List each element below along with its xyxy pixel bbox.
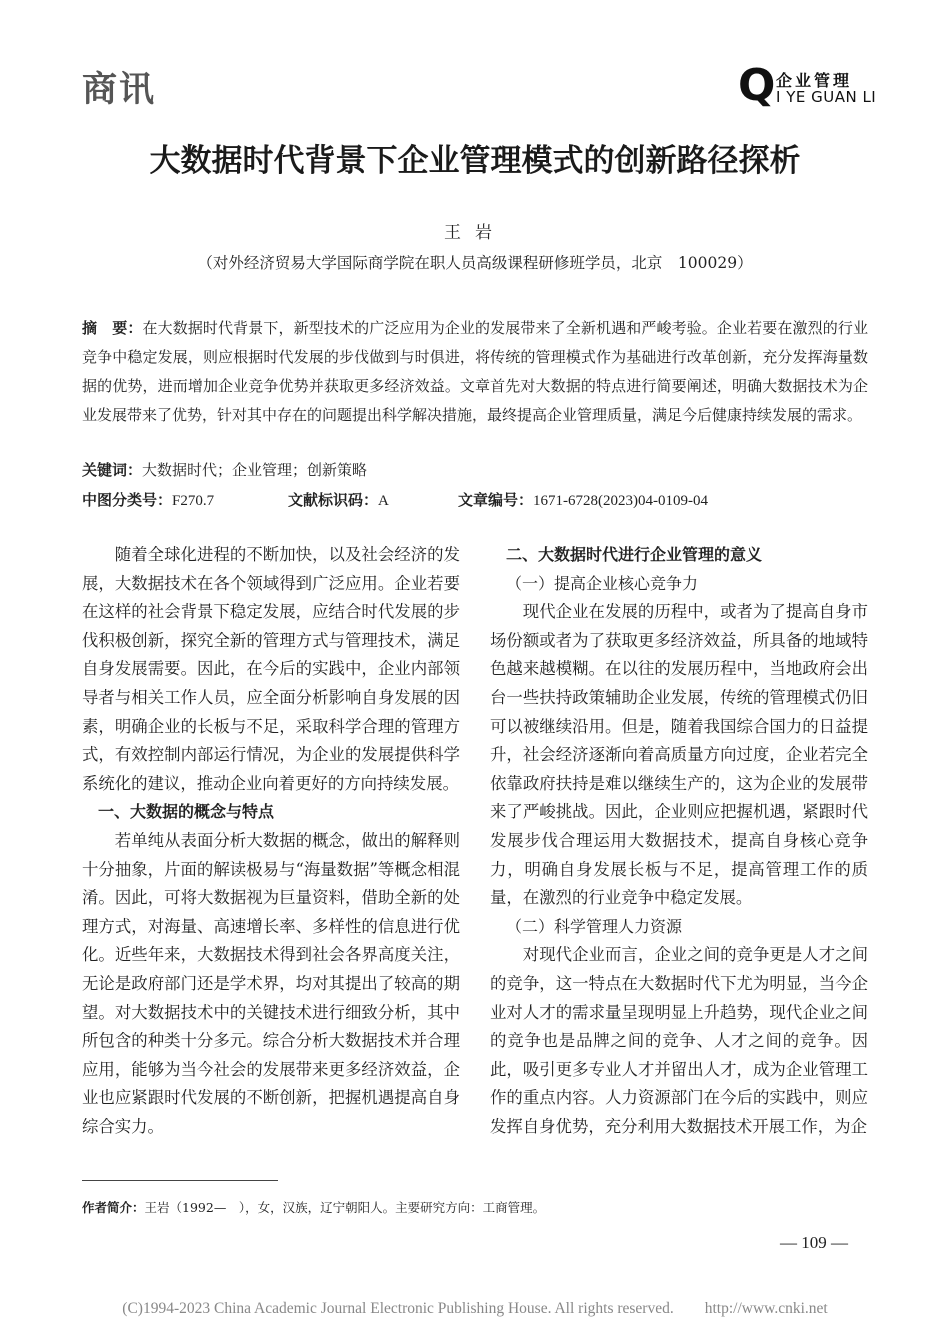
- clc-value: F270.7: [172, 493, 215, 509]
- article-number-value: 1671-6728(2023)04-0109-04: [533, 493, 708, 509]
- page-number: — 109 —: [780, 1233, 848, 1252]
- body-column-left: [82, 541, 460, 1141]
- document-code: [288, 490, 389, 511]
- body-paragraph: 对现代企业而言，企业之间的竞争更是人才之间的竞争，这一特点在大数据时代下尤为明显，当今企业对人才的需求量呈现明显上升趋势，现代企业之间的竞争也是品牌之间的竞争、人才之间的竞争。因此，吸引更多专业人才并留出人才，成为企业管理工作的重点内容。人力资源部门在今后的实践中，则应发挥自身优势，充分利用大数据技术开展工作，为企: [490, 945, 868, 1136]
- copyright-footer: (C)1994-2023 China Academic Journal Electronic Publishing House. All rights reserved. http://www.cnki.net: [122, 1300, 828, 1317]
- article-number: [458, 490, 708, 511]
- body-column-right: [490, 541, 868, 1141]
- clc-number: [82, 490, 214, 511]
- document-code-value: A: [378, 493, 389, 509]
- body-paragraph: 现代企业在发展的历程中，或者为了提高自身市场份额或者为了获取更多经济效益，所具备的地域特色越来越模糊。在以往的发展历程中，当地政府会出台一些扶持政策辅助企业发展，传统的管理模式仍旧可以被继续沿用。但是，随着我国综合国力的日益提升，社会经济逐渐向着高质量方向过度，企业若完全依靠政府扶持是难以继续生产的，这为企业的发展带来了严峻挑战。因此，企业则应把握机遇，紧跟时代发展步伐合理运用大数据技术，提高自身核心竞争力，明确自身发展长板与不足，提高管理工作的质量，在激烈的行业竞争中稳定发展。: [490, 602, 868, 908]
- clc-label: 中图分类号：: [82, 491, 173, 509]
- section-heading: 二、大数据时代进行企业管理的意义: [506, 545, 763, 564]
- author-name: 王岩: [444, 223, 506, 243]
- keywords-label: 关键词：: [82, 461, 143, 479]
- author-footnote: [82, 1198, 545, 1216]
- section-heading: 一、大数据的概念与特点: [98, 802, 275, 822]
- journal-logo-letter: Q: [738, 60, 776, 111]
- keywords: [82, 460, 868, 480]
- footnote-text: 王岩（1992— ），女，汉族，辽宁朝阳人。主要研究方向：工商管理。: [144, 1200, 546, 1215]
- journal-logo-pinyin: I YE GUAN LI: [776, 88, 877, 106]
- journal-logo-chinese: 企业管理: [776, 71, 853, 90]
- abstract: [82, 314, 868, 430]
- article-number-label: 文章编号：: [458, 491, 534, 509]
- abstract-label: 摘 要：: [82, 319, 143, 337]
- footnote-label: 作者简介：: [82, 1200, 145, 1215]
- column-tag: 商讯: [82, 70, 157, 110]
- body-paragraph: 随着全球化进程的不断加快，以及社会经济的发展，大数据技术在各个领域得到广泛应用。企业若要在这样的社会背景下稳定发展，应结合时代发展的步伐积极创新，探究全新的管理方式与管理技术，满足自身发展需要。因此，在今后的实践中，企业内部领导者与相关工作人员，应全面分析影响自身发展的因素，明确企业的长板与不足，采取科学合理的管理方式，有效控制内部运行情况，为企业的发展提供科学系统化的建议，推动企业向着更好的方向持续发展。: [82, 545, 460, 793]
- article-title: 大数据时代背景下企业管理模式的创新路径探析: [149, 143, 801, 179]
- document-code-label: 文献标识码：: [288, 491, 379, 509]
- subsection-heading: （二）科学管理人力资源: [506, 916, 683, 936]
- subsection-heading: （一）提高企业核心竞争力: [506, 573, 699, 593]
- footnote-divider: [82, 1180, 278, 1181]
- body-paragraph: 若单纯从表面分析大数据的概念，做出的解释则十分抽象，片面的解读极易与“海量数据”等概念相混淆。因此，可将大数据视为巨量资料，借助全新的处理方式，对海量、高速增长率、多样性的信息进行优化。近些年来，大数据技术得到社会各界高度关注，无论是政府部门还是学术界，均对其提出了较高的期望。对大数据技术中的关键技术进行细致分析，其中所包含的种类十分多元。综合分析大数据技术并合理应用，能够为当今社会的发展带来更多经济效益，企业也应紧跟时代发展的不断创新，把握机遇提高自身综合实力。: [82, 830, 460, 1136]
- abstract-text: 在大数据时代背景下，新型技术的广泛应用为企业的发展带来了全新机遇和严峻考验。企业若要在激烈的行业竞争中稳定发展，则应根据时代发展的步伐做到与时俱进，将传统的管理模式作为基础进行改革创新，充分发挥海量数据的优势，进而增加企业竞争优势并获取更多经济效益。文章首先对大数据的特点进行简要阐述，明确大数据技术为企业发展带来了优势，针对其中存在的问题提出科学解决措施，最终提高企业管理质量，满足今后健康持续发展的需求。: [82, 319, 868, 424]
- author-affiliation: （对外经济贸易大学国际商学院在职人员高级课程研修班学员，北京 100029）: [197, 254, 753, 272]
- keywords-text: 大数据时代；企业管理；创新策略: [142, 461, 368, 479]
